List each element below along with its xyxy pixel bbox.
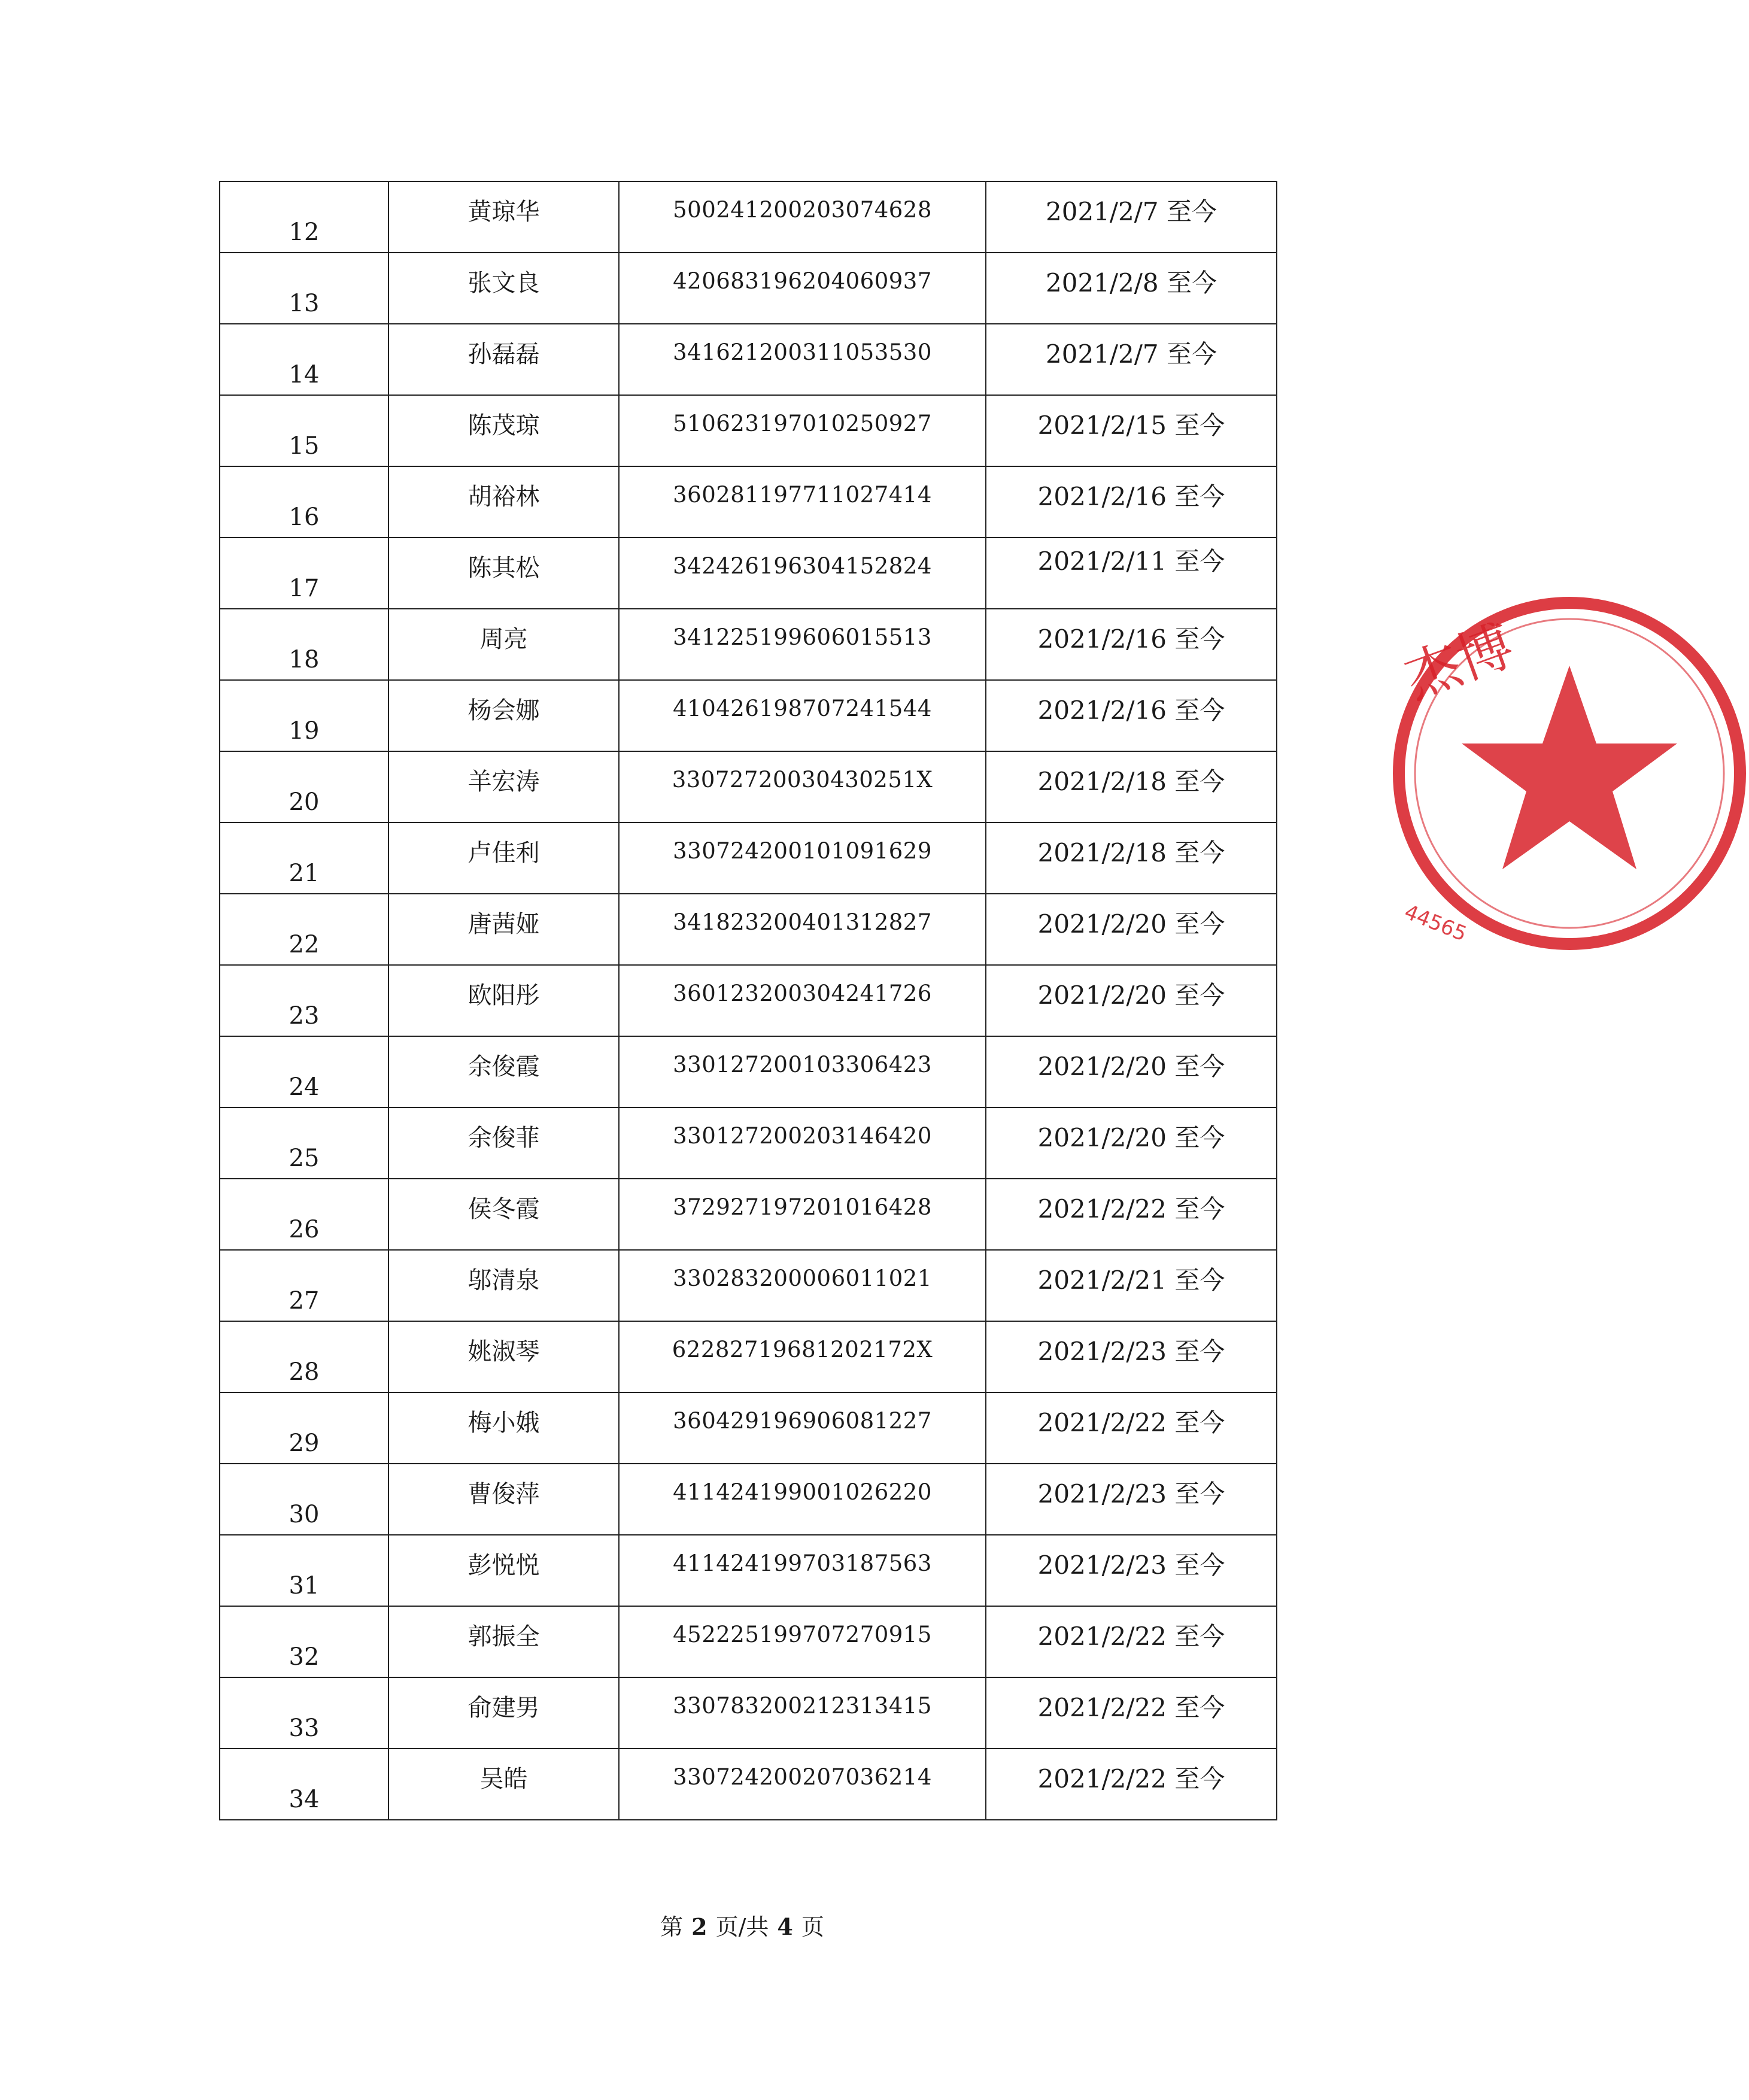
start-date: 2021/2/22 至今 xyxy=(986,1606,1277,1677)
company-seal xyxy=(1390,594,1522,953)
person-name: 姚淑琴 xyxy=(388,1321,619,1392)
start-date: 2021/2/18 至今 xyxy=(986,751,1277,823)
start-date: 2021/2/20 至今 xyxy=(986,894,1277,965)
start-date: 2021/2/16 至今 xyxy=(986,609,1277,680)
person-name: 余俊菲 xyxy=(388,1107,619,1179)
start-date: 2021/2/15 至今 xyxy=(986,395,1277,466)
person-name: 杨会娜 xyxy=(388,680,619,751)
current-page-number: 2 xyxy=(691,1913,708,1940)
start-date: 2021/2/18 至今 xyxy=(986,823,1277,894)
id-number: 330127200203146420 xyxy=(619,1107,986,1179)
person-name: 周亮 xyxy=(388,609,619,680)
person-name: 孙磊磊 xyxy=(388,324,619,395)
id-number: 330127200103306423 xyxy=(619,1036,986,1107)
row-number: 13 xyxy=(220,253,388,324)
row-number: 20 xyxy=(220,751,388,823)
id-number: 330724200101091629 xyxy=(619,823,986,894)
person-name: 曹俊萍 xyxy=(388,1464,619,1535)
person-name: 唐茜娅 xyxy=(388,894,619,965)
id-number: 330283200006011021 xyxy=(619,1250,986,1321)
start-date: 2021/2/23 至今 xyxy=(986,1464,1277,1535)
row-number: 16 xyxy=(220,466,388,538)
seal-text: 杰博 xyxy=(1396,613,1522,711)
start-date: 2021/2/20 至今 xyxy=(986,1107,1277,1179)
total-pages-number: 4 xyxy=(777,1913,793,1940)
row-number: 34 xyxy=(220,1749,388,1820)
table-row xyxy=(220,1535,1277,1606)
person-name: 俞建男 xyxy=(388,1677,619,1749)
table-row xyxy=(220,1107,1277,1179)
row-number: 26 xyxy=(220,1179,388,1250)
footer-middle: 页/共 xyxy=(715,1914,769,1940)
start-date: 2021/2/16 至今 xyxy=(986,466,1277,538)
row-number: 22 xyxy=(220,894,388,965)
id-number: 372927197201016428 xyxy=(619,1179,986,1250)
start-date: 2021/2/20 至今 xyxy=(986,965,1277,1036)
person-name: 郭振全 xyxy=(388,1606,619,1677)
start-date: 2021/2/23 至今 xyxy=(986,1535,1277,1606)
row-number: 25 xyxy=(220,1107,388,1179)
table-row xyxy=(220,1677,1277,1749)
start-date: 2021/2/16 至今 xyxy=(986,680,1277,751)
row-number: 32 xyxy=(220,1606,388,1677)
footer-prefix: 第 xyxy=(660,1914,684,1940)
start-date: 2021/2/22 至今 xyxy=(986,1392,1277,1464)
table-row xyxy=(220,395,1277,466)
id-number: 330724200207036214 xyxy=(619,1749,986,1820)
start-date: 2021/2/7 至今 xyxy=(986,324,1277,395)
person-name: 侯冬霞 xyxy=(388,1179,619,1250)
id-number: 510623197010250927 xyxy=(619,395,986,466)
table-row xyxy=(220,680,1277,751)
table-row xyxy=(220,253,1277,324)
person-name: 梅小娥 xyxy=(388,1392,619,1464)
id-number: 411424199001026220 xyxy=(619,1464,986,1535)
start-date: 2021/2/22 至今 xyxy=(986,1677,1277,1749)
start-date: 2021/2/20 至今 xyxy=(986,1036,1277,1107)
id-number: 341621200311053530 xyxy=(619,324,986,395)
person-name: 陈其松 xyxy=(388,538,619,609)
person-name: 欧阳彤 xyxy=(388,965,619,1036)
personnel-table-body xyxy=(220,181,1277,1820)
id-number: 330783200212313415 xyxy=(619,1677,986,1749)
row-number: 27 xyxy=(220,1250,388,1321)
id-number: 341823200401312827 xyxy=(619,894,986,965)
table-row xyxy=(220,324,1277,395)
seal-stamp-icon xyxy=(1390,594,1749,953)
table-row xyxy=(220,1606,1277,1677)
person-name: 邬清泉 xyxy=(388,1250,619,1321)
start-date: 2021/2/22 至今 xyxy=(986,1179,1277,1250)
table-row xyxy=(220,894,1277,965)
page-footer xyxy=(0,1908,1484,1941)
id-number: 360123200304241726 xyxy=(619,965,986,1036)
row-number: 14 xyxy=(220,324,388,395)
table-row xyxy=(220,1250,1277,1321)
table-row xyxy=(220,181,1277,253)
row-number: 12 xyxy=(220,181,388,253)
row-number: 33 xyxy=(220,1677,388,1749)
id-number: 360429196906081227 xyxy=(619,1392,986,1464)
seal-code: 44565 xyxy=(1401,900,1470,946)
id-number: 411424199703187563 xyxy=(619,1535,986,1606)
row-number: 19 xyxy=(220,680,388,751)
start-date: 2021/2/7 至今 xyxy=(986,181,1277,253)
id-number: 341225199606015513 xyxy=(619,609,986,680)
table-row xyxy=(220,1392,1277,1464)
table-row xyxy=(220,1464,1277,1535)
person-name: 黄琼华 xyxy=(388,181,619,253)
personnel-table xyxy=(219,181,1277,1820)
row-number: 18 xyxy=(220,609,388,680)
table-row xyxy=(220,1036,1277,1107)
row-number: 24 xyxy=(220,1036,388,1107)
person-name: 彭悦悦 xyxy=(388,1535,619,1606)
row-number: 21 xyxy=(220,823,388,894)
row-number: 29 xyxy=(220,1392,388,1464)
person-name: 羊宏涛 xyxy=(388,751,619,823)
id-number: 342426196304152824 xyxy=(619,538,986,609)
row-number: 30 xyxy=(220,1464,388,1535)
id-number: 420683196204060937 xyxy=(619,253,986,324)
row-number: 23 xyxy=(220,965,388,1036)
start-date: 2021/2/8 至今 xyxy=(986,253,1277,324)
row-number: 15 xyxy=(220,395,388,466)
person-name: 张文良 xyxy=(388,253,619,324)
start-date: 2021/2/22 至今 xyxy=(986,1749,1277,1820)
table-row xyxy=(220,823,1277,894)
person-name: 胡裕林 xyxy=(388,466,619,538)
footer-suffix: 页 xyxy=(801,1914,824,1940)
table-row xyxy=(220,538,1277,609)
id-number: 452225199707270915 xyxy=(619,1606,986,1677)
table-row xyxy=(220,466,1277,538)
row-number: 17 xyxy=(220,538,388,609)
id-number: 33072720030430251X xyxy=(619,751,986,823)
id-number: 500241200203074628 xyxy=(619,181,986,253)
person-name: 余俊霞 xyxy=(388,1036,619,1107)
table-row xyxy=(220,1179,1277,1250)
table-row xyxy=(220,751,1277,823)
id-number: 410426198707241544 xyxy=(619,680,986,751)
row-number: 31 xyxy=(220,1535,388,1606)
table-row xyxy=(220,965,1277,1036)
id-number: 62282719681202172X xyxy=(619,1321,986,1392)
table-row xyxy=(220,609,1277,680)
start-date: 2021/2/11 至今 xyxy=(986,538,1277,609)
person-name: 吴皓 xyxy=(388,1749,619,1820)
start-date: 2021/2/23 至今 xyxy=(986,1321,1277,1392)
table-row xyxy=(220,1749,1277,1820)
person-name: 陈茂琼 xyxy=(388,395,619,466)
id-number: 360281197711027414 xyxy=(619,466,986,538)
start-date: 2021/2/21 至今 xyxy=(986,1250,1277,1321)
row-number: 28 xyxy=(220,1321,388,1392)
table-row xyxy=(220,1321,1277,1392)
person-name: 卢佳利 xyxy=(388,823,619,894)
